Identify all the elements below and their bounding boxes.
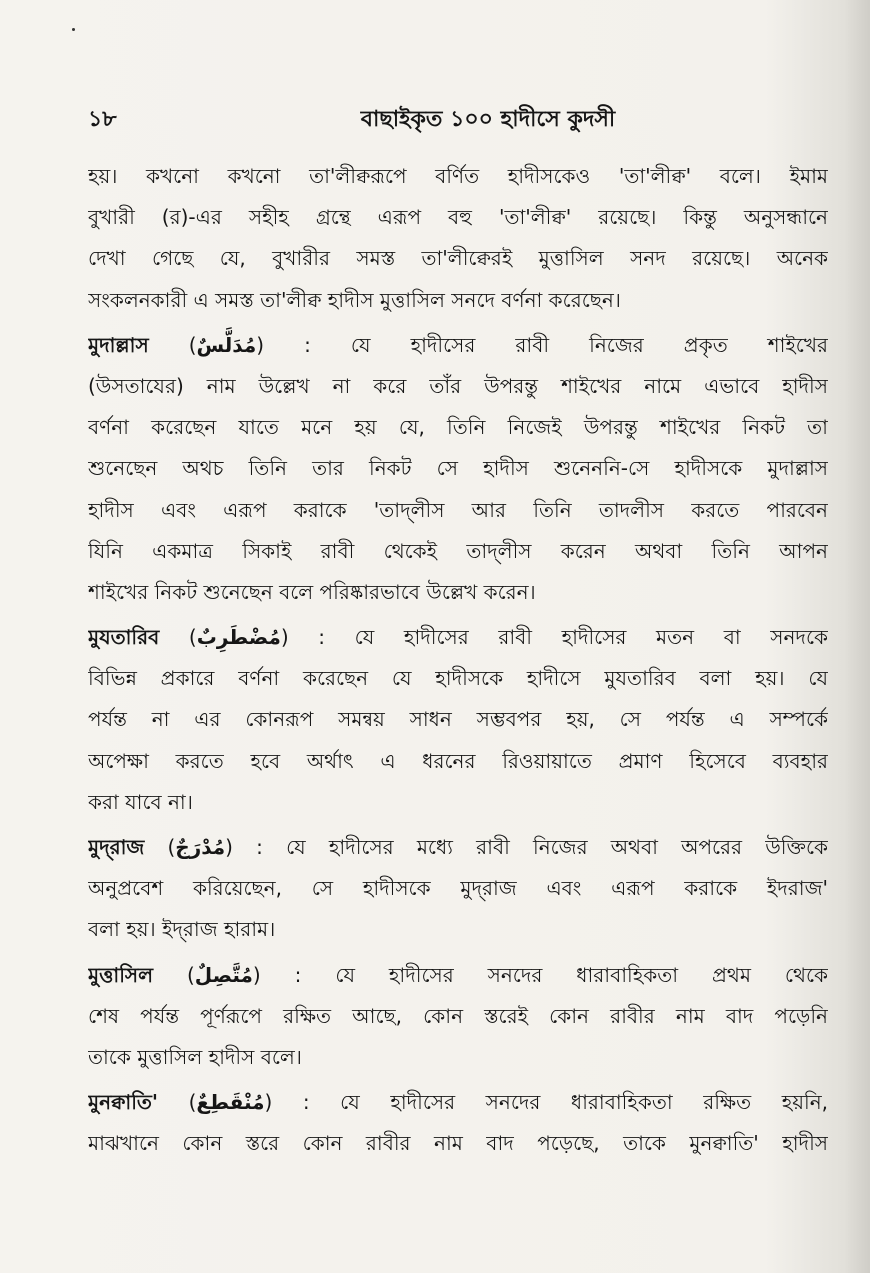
- paragraph-mudtarib: [88, 617, 828, 823]
- term-heading: মুদাল্লাস: [88, 332, 149, 357]
- definition-first-line: মুত্তাসিল (مُتَّصِلٌ) : যে হাদীসের সনদের ধারাবাহিকতা প্রথম থেকে: [88, 962, 828, 987]
- definition-text: : যে হাদীসের মধ্যে রাবী নিজের অথবা অপরের উক্তিকে: [256, 835, 828, 859]
- text-line: শুনেছেন অথচ তিনি তার নিকট সে হাদীস শুনেননি-সে হাদীসকে মুদাল্লাস: [88, 456, 828, 481]
- arabic-term: مُدْرَجٌ: [175, 835, 226, 859]
- text-line: মাঝখানে কোন স্তরে কোন রাবীর নাম বাদ পড়েছে, তাকে মুনক্বাতি' হাদীস: [88, 1131, 828, 1156]
- text-line: করা যাবে না।: [88, 789, 193, 814]
- definition-text: : যে হাদীসের সনদের ধারাবাহিকতা রক্ষিত হয়নি,: [302, 1090, 828, 1115]
- text-line: যিনি একমাত্র সিকাই রাবী থেকেই তাদ্‌লীস করেন অথবা তিনি আপন: [88, 538, 828, 563]
- paragraph-mudallas: [88, 325, 828, 613]
- definition-first-line: মুনক্বাতি' (مُنْقَطِعٌ) : যে হাদীসের সনদের ধারাবাহিকতা রক্ষিত হয়নি,: [88, 1090, 828, 1115]
- text-line: বুখারী (র)-এর সহীহ গ্রন্থে এরূপ বহু 'তা'লীক্ব' রয়েছে। কিন্তু অনুসন্ধানে: [88, 205, 828, 230]
- text-line: বিভিন্ন প্রকারে বর্ণনা করেছেন যে হাদীসকে হাদীসে মুযতারিব বলা হয়। যে: [88, 666, 828, 691]
- text-line: শাইখের নিকট শুনেছেন বলে পরিষ্কারভাবে উল্লেখ করেন।: [88, 579, 536, 604]
- text-line: সংকলনকারী এ সমস্ত তা'লীক্ব হাদীস মুত্তাসিল সনদে বর্ণনা করেছেন।: [88, 287, 621, 312]
- term-heading: মুত্তাসিল: [88, 962, 154, 987]
- text-line: (উসতাযের) নাম উল্লেখ না করে তাঁর উপরন্তু শাইখের নামে এভাবে হাদীস: [88, 373, 828, 398]
- text-line: হয়। কখনো কখনো তা'লীক্বরূপে বর্ণিত হাদীসকেও 'তা'লীক্ব' বলে। ইমাম: [88, 164, 828, 188]
- definition-text: : যে হাদীসের সনদের ধারাবাহিকতা প্রথম থেকে: [294, 962, 828, 987]
- text-line: বলা হয়। ইদ্‌রাজ হারাম।: [88, 917, 276, 942]
- arabic-term: مُضْطَرِبٌ: [196, 625, 281, 650]
- definition-first-line: মুদাল্লাস (مُدَلَّسٌ) : যে হাদীসের রাবী নিজের প্রকৃত শাইখের: [88, 332, 828, 357]
- definition-text: : যে হাদীসের রাবী হাদীসের মতন বা সনদকে: [318, 625, 828, 650]
- text-line: শেষ পর্যন্ত পূর্ণরূপে রক্ষিত আছে, কোন স্তরেই কোন রাবীর নাম বাদ পড়েনি: [88, 1003, 828, 1028]
- text-line: অপেক্ষা করতে হবে অর্থাৎ এ ধরনের রিওয়ায়াতে প্রমাণ হিসেবে ব্যবহার: [88, 748, 828, 773]
- definition-first-line: মুযতারিব (مُضْطَرِبٌ) : যে হাদীসের রাবী হাদীসের মতন বা সনদকে: [88, 625, 828, 650]
- term-heading: মুযতারিব: [88, 625, 160, 650]
- paragraph-muttasil: [88, 955, 828, 1079]
- text-line: অনুপ্রবেশ করিয়েছেন, সে হাদীসকে মুদ্‌রাজ এবং এরূপ করাকে ইদরাজ': [88, 876, 828, 901]
- page-header: [88, 100, 828, 134]
- arabic-term: مُدَلَّسٌ: [196, 332, 257, 357]
- text-line: দেখা গেছে যে, বুখারীর সমস্ত তা'লীক্বেরই মুত্তাসিল সনদ রয়েছে। অনেক: [88, 246, 828, 271]
- arabic-term: مُنْقَطِعٌ: [196, 1090, 265, 1115]
- body-text: [88, 156, 828, 1169]
- definition-text: : যে হাদীসের রাবী নিজের প্রকৃত শাইখের: [304, 332, 828, 357]
- text-line: তাকে মুত্তাসিল হাদীস বলে।: [88, 1044, 302, 1069]
- term-heading: মুনক্বাতি': [88, 1090, 159, 1115]
- text-line: হাদীস এবং এরূপ করাকে 'তাদ্‌লীস আর তিনি তাদলীস করতে পারবেন: [88, 497, 828, 522]
- paragraph-munqati: [88, 1082, 828, 1164]
- text-line: পর্যন্ত না এর কোনরূপ সমন্বয় সাধন সম্ভবপর হয়, সে পর্যন্ত এ সম্পর্কে: [88, 707, 828, 732]
- paragraph-taliq: [88, 156, 828, 321]
- paragraph-mudraj: [88, 827, 828, 951]
- running-title: বাছাইকৃত ১০০ হাদীসে কুদসী: [360, 107, 616, 132]
- page-number: ১৮: [88, 107, 117, 132]
- term-heading: মুদ্‌রাজ: [88, 835, 145, 859]
- text-line: বর্ণনা করেছেন যাতে মনে হয় যে, তিনি নিজেই উপরন্তু শাইখের নিকট তা: [88, 415, 828, 440]
- arabic-term: مُتَّصِلٌ: [194, 962, 253, 987]
- definition-first-line: মুদ্‌রাজ (مُدْرَجٌ) : যে হাদীসের মধ্যে রাবী নিজের অথবা অপরের উক্তিকে: [88, 835, 828, 859]
- speck-mark: [72, 28, 75, 31]
